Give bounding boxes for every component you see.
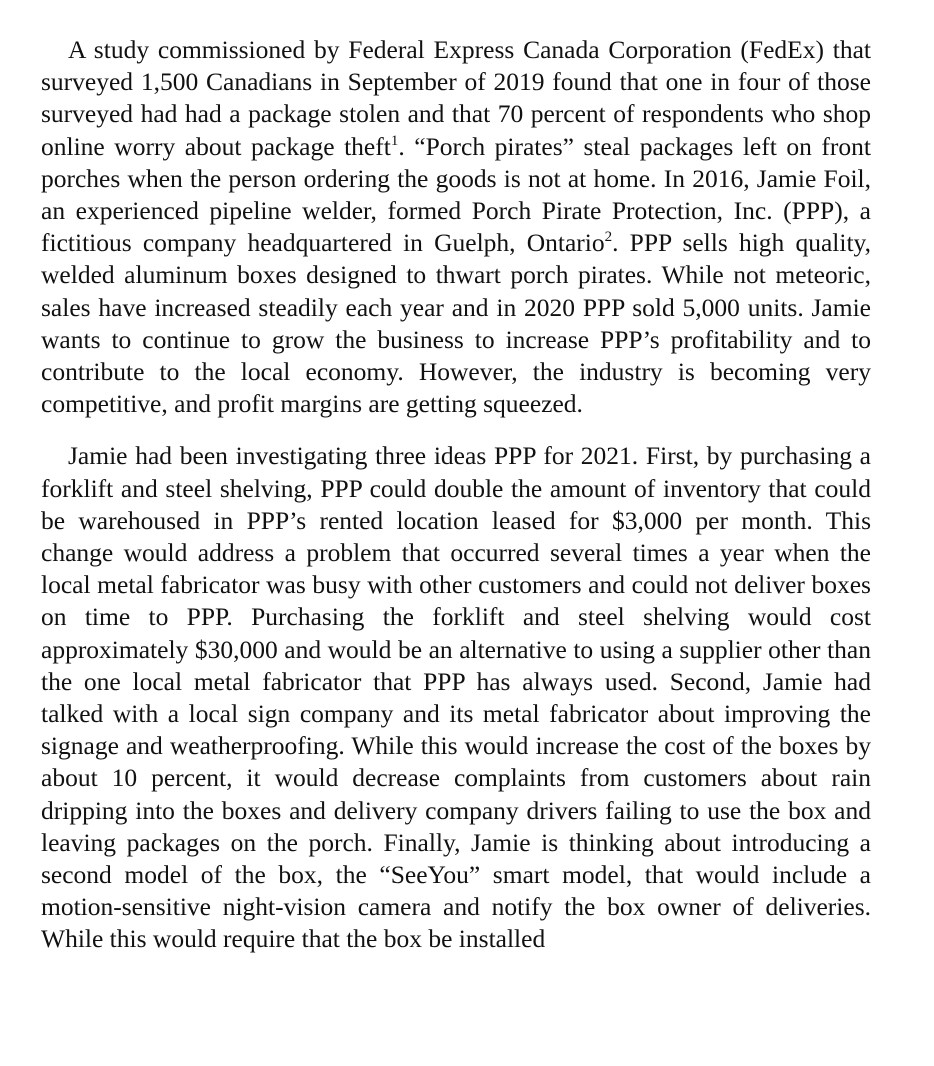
paragraph-2: Jamie had been investigating three ideas PPP for 2021. First, by purchasing a forklift and steel shelving, PPP could double the amount of inventory that could be warehoused in PPP’s rented location leased for $3,000 per month. This change would address a problem that occurred several times a year when the local metal fabricator was busy with other customers and could not deliver boxes on time to PPP. Purchasing the forklift and steel shelving would cost approximately $30,000 and would be an alternative to using a supplier other than the one local metal fabricator that PPP has always used. Second, Jamie had talked with a local sign company and its metal fabricator about improving the signage and weatherproofing. While this would increase the cost of the boxes by about 10 percent, it would decrease complaints from customers about rain dripping into the boxes and delivery company drivers failing to use the box and leaving packages on the porch. Finally, Jamie is thinking about introducing a second model of the box, the “SeeYou” smart model, that would include a motion-sensitive night-vision camera and notify the box owner of deliveries. While this would require that the box be installed: [41, 441, 871, 954]
footnote-marker-2: 2: [604, 229, 613, 246]
paragraph-1: [41, 34, 871, 420]
paragraph-1-text-b: . “Porch pirates” steal packages left on front porches when the person ordering the goods is not at home. In 2016, Jamie Foil, an experienced pipeline welder, formed Porch Pirate Protection, Inc. (PPP), a fictitious company headquartered in Guelph, Ontario: [41, 131, 872, 258]
paragraph-1-text-a: A study commissioned by Federal Express Canada Corporation (FedEx) that surveyed 1,500 Canadians in September of 2019 found that one in four of those surveyed had had a package stolen and that 70 percent of respondents who shop online worry about package theft: [41, 35, 871, 161]
paragraph-1-text-c: . PPP sells high quality, welded aluminum boxes designed to thwart porch pirates. While not meteoric, sales have increased steadily each year and in 2020 PPP sold 5,000 units. Jamie wants to continue to grow the business to increase PPP’s profitability and to contribute to the local economy. However, the industry is becoming very competitive, and profit margins are getting squeezed.: [41, 228, 872, 419]
footnote-marker-1: 1: [390, 132, 399, 149]
document-page: [41, 34, 871, 956]
